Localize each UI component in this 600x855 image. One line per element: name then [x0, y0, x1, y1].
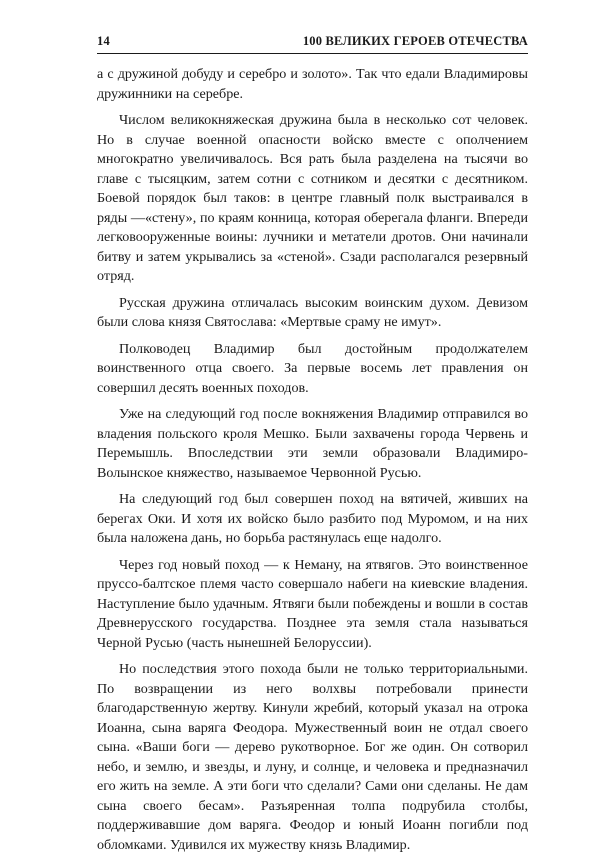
paragraph: Но последствия этого похода были не только территориальными. По возвращении из него волхвы потребовали принести благодарственную жертву. Кинули жребий, который указал на отрока Иоанна, сына варяга Феодора. Мужественный воин не отдал своего сына. «Ваши боги — дерево рукотворное. Бог же один. Он сотворил небо, и землю, и звезды, и луну, и солнце, и человека и предназначил его жить на земле. А эти боги что сделали? Сами они сделаны. Не дам сына своего бесам». Разъяренная толпа подрубила столбы, поддерживавшие дом варяга. Феодор и юный Иоанн погибли под обломками. Удивился их мужеству князь Владимир. [97, 661, 528, 853]
paragraph: Через год новый поход — к Неману, на ятвягов. Это воинственное пруссо-балтское племя часто совершало набеги на киевские владения. Наступление было удачным. Ятвяги были побеждены и вошли в состав Древнерусского государства. Позднее эта земля стала называться Черной Русью (часть нынешней Белоруссии). [97, 556, 528, 651]
paragraph: На следующий год был совершен поход на вятичей, живших на берегах Оки. И хотя их войско было разбито под Муромом, и на них была наложена дань, но борьба растянулась еще надолго. [97, 491, 528, 546]
paragraph: Числом великокняжеская дружина была в несколько сот человек. Но в случае военной опасности войско вместе с ополчением многократно увеличивалось. Вся рать была разделена на тысячи во главе с тысяцким, затем сотни с сотником и десятки с десятником. Боевой порядок был таков: в центре главный полк выстраивался в ряды —«стену», по краям конница, которая оберегала фланги. Впереди легковооруженные воины: лучники и метатели дротов. Они начинали битву и затем укрывались за «стеной». Сзади располагался резервный отряд. [97, 112, 528, 284]
paragraph: Уже на следующий год после вокняжения Владимир отправился во владения польского кроля Мешко. Были захвачены города Червень и Перемышль. Впоследствии эти земли образовали Владимиро-Волынское княжество, называемое Червонной Русью. [97, 406, 528, 481]
book-title: 100 ВЕЛИКИХ ГЕРОЕВ ОТЕЧЕСТВА [302, 34, 528, 48]
page-text [97, 65, 528, 855]
page-number: 14 [97, 34, 110, 48]
header-rule [97, 53, 528, 54]
paragraph: Полководец Владимир был достойным продолжателем воинственного отца своего. За первые восемь лет правления он совершил десять военных походов. [97, 340, 528, 396]
running-head [97, 34, 528, 50]
paragraph-continuation: а с дружиной добуду и серебро и золото». Так что едали Владимировы дружинники на серебре. [97, 66, 528, 102]
paragraph: Русская дружина отличалась высоким воинским духом. Девизом были слова князя Святослава: «Мертвые сраму не имут». [97, 294, 528, 330]
